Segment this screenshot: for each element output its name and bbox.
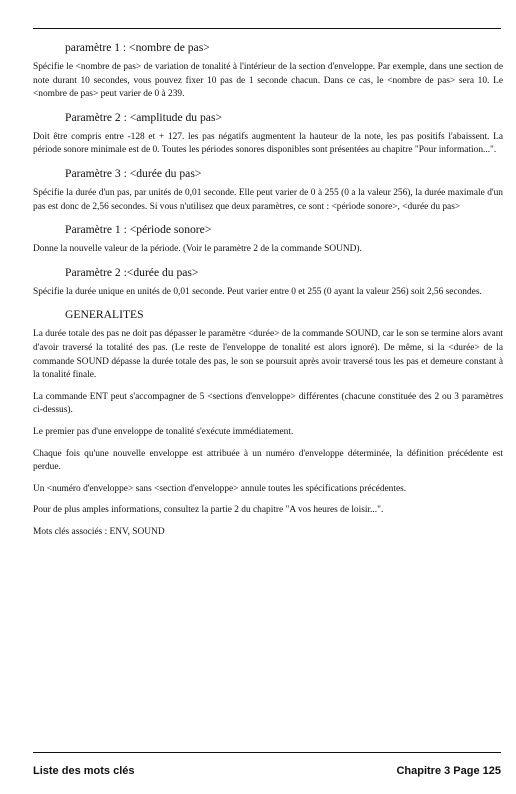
- body-paragraph: Spécifie la durée unique en unités de 0,01 seconde. Peut varier entre 0 et 255 (0 ayant la valeur 256) soit 2,56 secondes.: [33, 286, 482, 297]
- body-paragraph: Un <numéro d'enveloppe> sans <section d'enveloppe> annule toutes les spécifications précédentes.: [33, 483, 407, 494]
- bottom-rule: [33, 752, 501, 753]
- footer-page-number: Chapitre 3 Page 125: [396, 765, 501, 777]
- body-paragraph: Spécifie le <nombre de pas> de variation de tonalité à l'intérieur de la section d'enveloppe. Par exemple, dans une section de note durant 10 secondes, vous pouvez fixer 10 pas de 1 seconde chacun. Dans ce cas, le <nombre de pas> sera 10. Le <nombre de pas> peut varier de 0 à 239.: [33, 62, 503, 100]
- parameter-heading: Paramètre 3 : <durée du pas>: [65, 166, 202, 180]
- body-paragraph: Spécifie la durée d'un pas, par unités de 0,01 seconde. Elle peut varier de 0 à 255 (0 a la valeur 256), la durée maximale d'un pas est donc de 2,56 secondes. Si vous n'utilisez que deux paramètres, ce sont : <période sonore>, <durée du pas>: [33, 187, 503, 212]
- parameter-heading: GENERALITES: [65, 308, 144, 322]
- body-paragraph: La commande ENT peut s'accompagner de 5 <sections d'enveloppe> différentes (chacune constituée des 2 ou 3 paramètres ci-dessus).: [33, 391, 503, 416]
- body-paragraph: Pour de plus amples informations, consultez la partie 2 du chapitre "A vos heures de loisir...".: [33, 505, 384, 516]
- parameter-heading: Paramètre 2 : <amplitude du pas>: [65, 110, 222, 124]
- parameter-heading: paramètre 1 : <nombre de pas>: [65, 41, 210, 54]
- body-paragraph: La durée totale des pas ne doit pas dépasser le paramètre <durée> de la commande SOUND, car le son se termine alors avant d'avoir traversé la totalité des pas. (Le reste de l'enveloppe de tonalité est alors ignoré). De même, si la <durée> de la commande SOUND dépasse la durée totale des pas, le son se poursuit après avoir traversé tous les pas et demeure constant à la tonalité finale.: [33, 329, 503, 381]
- parameter-heading: Paramètre 2 :<durée du pas>: [65, 265, 199, 279]
- body-paragraph: Le premier pas d'une enveloppe de tonalité s'exécute immédiatement.: [33, 426, 294, 437]
- parameter-heading: Paramètre 1 : <période sonore>: [65, 223, 212, 237]
- footer-section-title: Liste des mots clés: [33, 765, 135, 777]
- body-paragraph: Donne la nouvelle valeur de la période. (Voir le paramètre 2 de la commande SOUND).: [33, 244, 362, 255]
- page-content: [33, 40, 503, 547]
- body-paragraph: Mots clés associés : ENV, SOUND: [33, 526, 165, 537]
- body-paragraph: Doit être compris entre -128 et + 127. les pas négatifs augmentent la hauteur de la note, les pas positifs l'abaissent. La période sonore minimale est de 0. Toutes les périodes sonores disponibles sont présentées au chapitre "Pour information...".: [33, 131, 503, 156]
- body-paragraph: Chaque fois qu'une nouvelle enveloppe est attribuée à un numéro d'enveloppe déterminée, la définition précédente est perdue.: [33, 448, 503, 473]
- top-rule: [33, 28, 501, 29]
